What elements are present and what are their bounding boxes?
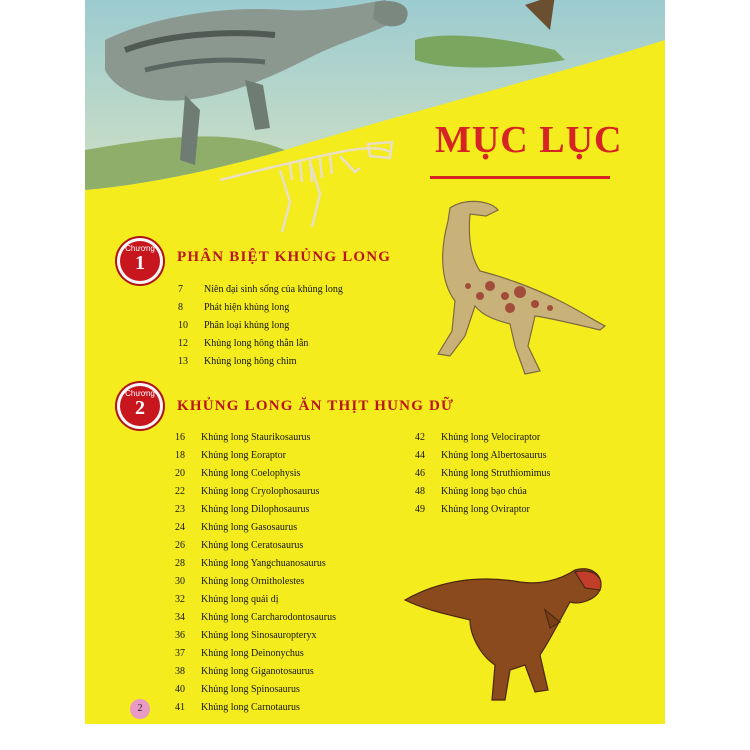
entry-page: 38	[175, 666, 185, 677]
entry-title: Khủng long Velociraptor	[441, 432, 541, 443]
list-item[interactable]	[175, 591, 336, 609]
entry-page: 8	[178, 302, 183, 313]
entry-title: Khủng long quái dị	[201, 594, 279, 605]
list-item[interactable]	[175, 483, 336, 501]
list-item[interactable]	[178, 281, 343, 299]
list-item[interactable]	[178, 299, 343, 317]
entry-title: Khủng long Carcharodontosaurus	[201, 612, 336, 623]
entry-page: 40	[175, 684, 185, 695]
entry-title: Khủng long Struthiomimus	[441, 468, 551, 479]
list-item[interactable]	[415, 465, 550, 483]
list-item[interactable]	[175, 699, 336, 717]
entry-page: 12	[178, 338, 188, 349]
chapter-2-title: KHỦNG LONG ĂN THỊT HUNG DỮ	[177, 398, 455, 414]
list-item[interactable]	[175, 501, 336, 519]
entry-title: Khủng long Eoraptor	[201, 450, 286, 461]
entry-title: Khủng long bạo chúa	[441, 486, 527, 497]
chapter-1-badge	[117, 238, 163, 284]
entry-title: Khủng long Gasosaurus	[201, 522, 298, 533]
entry-title: Khủng long Dilophosaurus	[201, 504, 310, 515]
entry-page: 23	[175, 504, 185, 515]
entry-page: 34	[175, 612, 185, 623]
entry-title: Phát hiện khủng long	[204, 302, 290, 313]
entry-page: 37	[175, 648, 185, 659]
list-item[interactable]	[175, 573, 336, 591]
entry-title: Khủng long Giganotosaurus	[201, 666, 314, 677]
list-item[interactable]	[415, 501, 550, 519]
spotted-dinosaur-illustration	[410, 196, 610, 396]
entry-page: 24	[175, 522, 185, 533]
chapter-2-list-right	[415, 429, 550, 519]
entry-title: Khủng long Yangchuanosaurus	[201, 558, 326, 569]
entry-page: 42	[415, 432, 425, 443]
entry-page: 18	[175, 450, 185, 461]
entry-title: Niên đại sinh sống của khủng long	[204, 284, 343, 295]
entry-title: Khủng long Carnotaurus	[201, 702, 300, 713]
chapter-1-title: PHÂN BIỆT KHỦNG LONG	[177, 249, 392, 265]
entry-page: 44	[415, 450, 425, 461]
list-item[interactable]	[175, 429, 336, 447]
chapter-number: 1	[135, 252, 145, 274]
entry-page: 48	[415, 486, 425, 497]
list-item[interactable]	[178, 317, 343, 335]
entry-title: Khủng long Sinosauropteryx	[201, 630, 317, 641]
entry-title: Khủng long Deinonychus	[201, 648, 304, 659]
list-item[interactable]	[178, 353, 343, 371]
chapter-label: Chương	[125, 244, 155, 253]
list-item[interactable]	[175, 681, 336, 699]
entry-page: 49	[415, 504, 425, 515]
chapter-2-badge	[117, 383, 163, 429]
entry-title: Khủng long hông thằn lằn	[204, 338, 309, 349]
list-item[interactable]	[415, 429, 550, 447]
entry-title: Khủng long Cryolophosaurus	[201, 486, 320, 497]
entry-page: 46	[415, 468, 425, 479]
entry-title: Phân loại khủng long	[204, 320, 290, 331]
list-item[interactable]	[175, 465, 336, 483]
entry-title: Khủng long Ornitholestes	[201, 576, 305, 587]
entry-title: Khủng long Staurikosaurus	[201, 432, 311, 443]
list-item[interactable]	[175, 645, 336, 663]
list-item[interactable]	[175, 519, 336, 537]
chapter-label: Chương	[125, 389, 155, 398]
title-underline	[430, 176, 610, 179]
list-item[interactable]	[175, 609, 336, 627]
entry-page: 32	[175, 594, 185, 605]
skeleton-illustration	[220, 132, 395, 242]
list-item[interactable]	[175, 627, 336, 645]
entry-page: 7	[178, 284, 183, 295]
page-title: MỤC LỤC	[435, 119, 623, 161]
chapter-number: 2	[135, 397, 145, 419]
entry-page: 10	[178, 320, 188, 331]
chapter-2-list-left	[175, 429, 336, 717]
list-item[interactable]	[415, 447, 550, 465]
entry-title: Khủng long Spinosaurus	[201, 684, 300, 695]
entry-title: Khủng long Oviraptor	[441, 504, 530, 515]
page-number-badge: 2	[130, 699, 150, 719]
list-item[interactable]	[175, 663, 336, 681]
chapter-1-list	[178, 281, 343, 371]
entry-page: 36	[175, 630, 185, 641]
entry-page: 20	[175, 468, 185, 479]
entry-page: 41	[175, 702, 185, 713]
entry-title: Khủng long Albertosaurus	[441, 450, 547, 461]
entry-page: 13	[178, 356, 188, 367]
entry-title: Khủng long hông chim	[204, 356, 297, 367]
list-item[interactable]	[175, 555, 336, 573]
list-item[interactable]	[175, 447, 336, 465]
trex-illustration	[400, 560, 610, 710]
entry-page: 30	[175, 576, 185, 587]
entry-page: 16	[175, 432, 185, 443]
entry-page: 28	[175, 558, 185, 569]
entry-page: 26	[175, 540, 185, 551]
list-item[interactable]	[175, 537, 336, 555]
list-item[interactable]	[178, 335, 343, 353]
entry-title: Khủng long Coelophysis	[201, 468, 301, 479]
list-item[interactable]	[415, 483, 550, 501]
entry-title: Khủng long Ceratosaurus	[201, 540, 304, 551]
entry-page: 22	[175, 486, 185, 497]
book-page	[85, 0, 665, 724]
